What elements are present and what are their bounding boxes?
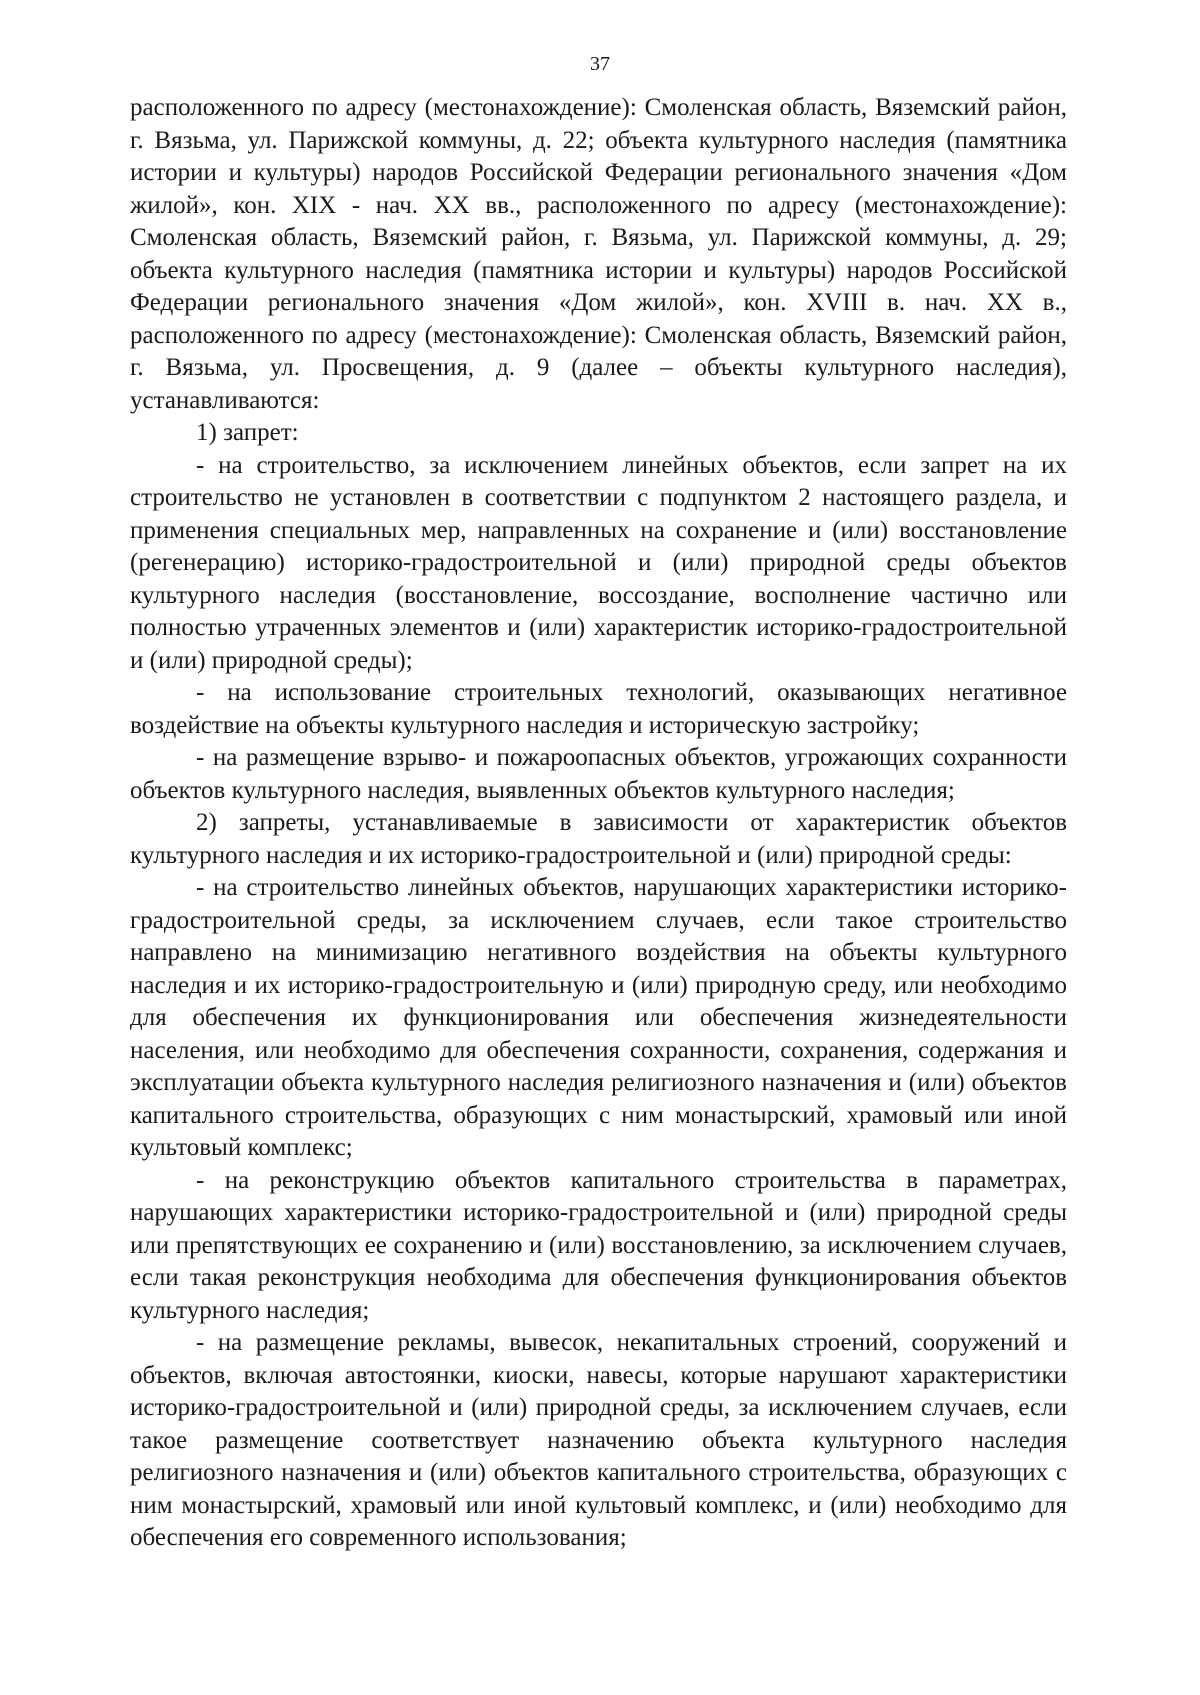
paragraph-ban-hazardous-objects: - на размещение взрыво- и пожароопасных объектов, угрожающих сохранности объектов культурного наследия, выявленных объектов культурного наследия; — [130, 744, 1067, 804]
page-number: 37 — [590, 53, 610, 75]
paragraph-ban-advertising: - на размещение рекламы, вывесок, некапитальных строений, сооружений и объектов, включая автостоянки, киоски, навесы, которые нарушают характеристики историко-градостроительной и (или) природной среды, за исключением случаев, если такое размещение соответствует назначению объекта культурного наследия религиозного назначения и (или) объектов капитального строительства, образующих с ним монастырский, храмовый или иной культовый комплекс, и (или) необходимо для обеспечения его современного использования; — [130, 1329, 1067, 1551]
paragraph-ban-construction: - на строительство, за исключением линейных объектов, если запрет на их строительство не установлен в соответствии с подпунктом 2 настоящего раздела, и применения специальных мер, направленных на сохранение и (или) восстановление (регенерацию) историко-градостроительной и (или) природной среды объектов культурного наследия (восстановление, воссоздание, восполнение частично или полностью утраченных элементов и (или) характеристик историко-градостроительной и (или) природной среды); — [130, 451, 1067, 674]
paragraph-ban-technologies: - на использование строительных технологий, оказывающих негативное воздействие на объекты культурного наследия и историческую застройку; — [130, 679, 1067, 739]
paragraph-ban-reconstruction: - на реконструкцию объектов капитального строительства в параметрах, нарушающих характеристики историко-градостроительной и (или) природной среды или препятствующих ее сохранению и (или) восстановлению, за исключением случаев, если такая реконструкция необходима для обеспечения функционирования объектов культурного наследия; — [130, 1166, 1067, 1324]
paragraph-ban-linear-objects: - на строительство линейных объектов, нарушающих характеристики историко-градостроительной среды, за исключением случаев, если такое строительство направлено на минимизацию негативного воздействия на объекты культурного наследия и их историко-градостроительную и (или) природную среду, или необходимо для обеспечения их функционирования или обеспечения жизнедеятельности населения, или необходимо для обеспечения сохранности, сохранения, содержания и эксплуатации объекта культурного наследия религиозного назначения и (или) объектов капитального строительства, образующих с ним монастырский, храмовый или иной культовый комплекс; — [130, 874, 1067, 1161]
paragraph-intro: расположенного по адресу (местонахождение): Смоленская область, Вяземский район, г. Вязьма, ул. Парижской коммуны, д. 22; объекта культурного наследия (памятника истории и культуры) народов Российской Федерации регионального значения «Дом жилой», кон. XIX - нач. XX вв., расположенного по адресу (местонахождение): Смоленская область, Вяземский район, г. Вязьма, ул. Парижской коммуны, д. 29; объекта культурного наследия (памятника истории и культуры) народов Российской Федерации регионального значения «Дом жилой», кон. XVIII в. нач. XX в., расположенного по адресу (местонахождение): Смоленская область, Вяземский район, г. Вязьма, ул. Просвещения, д. 9 (далее – объекты культурного наследия), устанавливаются: — [130, 94, 1067, 414]
document-body — [130, 92, 1067, 1555]
paragraph-item-2: 2) запреты, устанавливаемые в зависимости от характеристик объектов культурного наследия и их историко-градостроительной и (или) природной среды: — [130, 809, 1067, 869]
paragraph-item-1: 1) запрет: — [196, 419, 299, 446]
